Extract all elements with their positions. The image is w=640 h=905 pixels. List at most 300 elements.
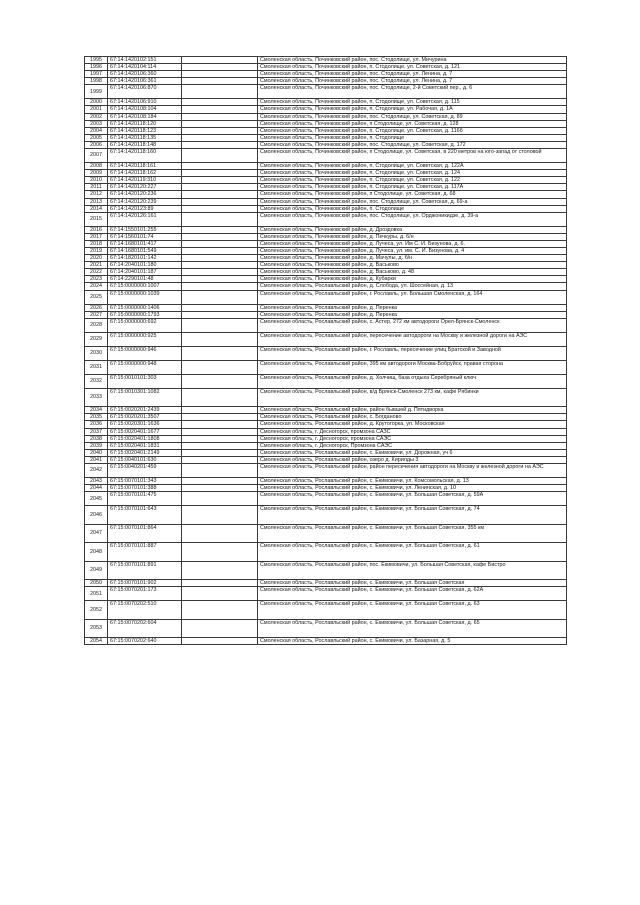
table-row xyxy=(85,191,567,198)
empty-cell xyxy=(182,311,258,318)
empty-cell xyxy=(182,262,258,269)
empty-cell xyxy=(182,435,258,442)
table-row xyxy=(85,388,567,407)
table-row xyxy=(85,638,567,645)
empty-cell xyxy=(182,113,258,120)
empty-cell xyxy=(182,346,258,360)
address-cell: Смоленская область, Рославльский район, озеро д. Кирилды 3 xyxy=(258,456,567,463)
table-row xyxy=(85,290,567,304)
address-cell: Смоленская область, Починковский район, д. Васьково, д. 48 xyxy=(258,269,567,276)
empty-cell xyxy=(182,456,258,463)
row-number: 2009 xyxy=(85,170,108,177)
empty-cell xyxy=(182,163,258,170)
row-number: 2024 xyxy=(85,283,108,290)
cadastral-number: 67:15:0010301:1082 xyxy=(108,388,182,407)
cadastral-number: 67:15:0070101:864 xyxy=(108,524,182,543)
cadastral-number: 67:14:1560101:74 xyxy=(108,233,182,240)
row-number: 2054 xyxy=(85,638,108,645)
address-cell: Смоленская область, Рославльский район, г. Рославль, ул. Большая Смоленская, д. 164 xyxy=(258,290,567,304)
cadastral-number: 67:14:1420108:184 xyxy=(108,113,182,120)
empty-cell xyxy=(182,485,258,492)
address-cell: Смоленская область, Починковский район, пос. Стодолище, 2-й Советский пер., д. 6 xyxy=(258,85,567,99)
empty-cell xyxy=(182,127,258,134)
address-cell: Смоленская область, Починковский район, д. Мачулы, д. б/н xyxy=(258,255,567,262)
address-cell: Смоленская область, Рославльский район, в/д Брянск-Смоленск 273 км, кафе Рябинки xyxy=(258,388,567,407)
cadastral-number: 67:14:1820101:142 xyxy=(108,255,182,262)
empty-cell xyxy=(182,71,258,78)
row-number: 2051 xyxy=(85,587,108,601)
row-number: 2002 xyxy=(85,113,108,120)
table-row xyxy=(85,587,567,601)
empty-cell xyxy=(182,587,258,601)
row-number: 2037 xyxy=(85,428,108,435)
cadastral-number: 67:14:1420120:236 xyxy=(108,191,182,198)
empty-cell xyxy=(182,184,258,191)
cadastral-number: 67:15:0040101:630 xyxy=(108,456,182,463)
address-cell: Смоленская область, Рославльский район, г. Рославль, пересечение улиц Братской и Заводной xyxy=(258,346,567,360)
row-number: 2032 xyxy=(85,374,108,388)
empty-cell xyxy=(182,561,258,580)
empty-cell xyxy=(182,78,258,85)
address-cell: Смоленская область, Рославльский район, с. Екимовичи, ул. Большая Советская, д. 65 xyxy=(258,619,567,638)
table-row xyxy=(85,524,567,543)
table-row xyxy=(85,346,567,360)
address-cell: Смоленская область, Рославльский район, д. Холчищ, база отдыха Серебряный ключ xyxy=(258,374,567,388)
empty-cell xyxy=(182,407,258,414)
cadastral-number: 67:15:0000000:925 xyxy=(108,332,182,346)
empty-cell xyxy=(182,290,258,304)
cadastral-number: 67:14:1420118:123 xyxy=(108,127,182,134)
empty-cell xyxy=(182,619,258,638)
row-number: 2018 xyxy=(85,240,108,247)
cadastral-number: 67:14:2290101:48 xyxy=(108,276,182,283)
address-cell: Смоленская область, Рославльский район, с. Екимовичи, ул. Большая Советская, д. 61 xyxy=(258,543,567,562)
table-row xyxy=(85,304,567,311)
cadastral-number: 67:15:0070101:343 xyxy=(108,477,182,484)
row-number: 2016 xyxy=(85,226,108,233)
table-row xyxy=(85,269,567,276)
empty-cell xyxy=(182,332,258,346)
cadastral-number: 67:14:1420108:104 xyxy=(108,106,182,113)
cadastral-number: 67:15:0000000:1793 xyxy=(108,311,182,318)
cadastral-number: 67:14:1420118:135 xyxy=(108,134,182,141)
address-cell: Смоленская область, Рославльский район, пос. Екимовичи, ул. Большая Советская, кафе Бистро xyxy=(258,561,567,580)
empty-cell xyxy=(182,524,258,543)
table-row xyxy=(85,421,567,428)
empty-cell xyxy=(182,247,258,254)
address-cell: Смоленская область, Починковский район, пос. Стодолище, ул. Советская, д. 172 xyxy=(258,141,567,148)
row-number: 2003 xyxy=(85,120,108,127)
cadastral-number: 67:14:1420118:160 xyxy=(108,149,182,163)
empty-cell xyxy=(182,149,258,163)
cadastral-number: 67:15:0020301:1636 xyxy=(108,421,182,428)
address-cell: Смоленская область, Рославльский район, с. Екимовичи, ул. Базарная, д. 5 xyxy=(258,638,567,645)
table-row xyxy=(85,477,567,484)
row-number: 2005 xyxy=(85,134,108,141)
row-number: 2010 xyxy=(85,177,108,184)
address-cell: Смоленская область, Починковский район, пос. Стодолище, ул. Ленина, д. 7 xyxy=(258,71,567,78)
row-number: 2036 xyxy=(85,421,108,428)
empty-cell xyxy=(182,492,258,506)
table-row xyxy=(85,463,567,477)
table-row xyxy=(85,318,567,332)
cadastral-number: 67:15:0070202:510 xyxy=(108,601,182,620)
address-cell: Смоленская область, Починковский район, п. Стодолище, ул. Советская, д. 121 xyxy=(258,64,567,71)
cadastral-number: 67:15:0070202:604 xyxy=(108,619,182,638)
table-row xyxy=(85,99,567,106)
address-cell: Смоленская область, Починковский район, п Стодолище, ул. Советская, д. 68 xyxy=(258,191,567,198)
row-number: 2014 xyxy=(85,205,108,212)
empty-cell xyxy=(182,276,258,283)
table-row xyxy=(85,113,567,120)
address-cell: Смоленская область, Рославльский район, д. Крутогорка, ул. Московская xyxy=(258,421,567,428)
cadastral-number: 67:14:1420123:89 xyxy=(108,205,182,212)
empty-cell xyxy=(182,374,258,388)
address-cell: Смоленская область, Рославльский район, с. Екимовичи, ул. Большая Советская, д. 63 xyxy=(258,601,567,620)
cadastral-number: 67:15:0070101:388 xyxy=(108,485,182,492)
address-cell: Смоленская область, Рославльский район, с. Екимовичи, ул. Большая Советская xyxy=(258,580,567,587)
table-row xyxy=(85,580,567,587)
empty-cell xyxy=(182,255,258,262)
table-row xyxy=(85,374,567,388)
address-cell: Смоленская область, Рославльский район, с. Екимовичи, ул. Большая Советская, 355 км xyxy=(258,524,567,543)
row-number: 2049 xyxy=(85,561,108,580)
address-cell: Смоленская область, Рославльский район, район пересечения автодороги на Москву и железной дороги на АЭС xyxy=(258,463,567,477)
address-cell: Смоленская область, Починковский район, п. Стодолище xyxy=(258,134,567,141)
address-cell: Смоленская область, Починковский район, пос. Стодолище, ул. Мичурина xyxy=(258,57,567,64)
row-number: 2038 xyxy=(85,435,108,442)
table-row xyxy=(85,170,567,177)
row-number: 2039 xyxy=(85,442,108,449)
row-number: 2041 xyxy=(85,456,108,463)
empty-cell xyxy=(182,85,258,99)
row-number: 2020 xyxy=(85,255,108,262)
table-row xyxy=(85,198,567,205)
cadastral-number: 67:14:1420120:227 xyxy=(108,184,182,191)
cadastral-number: 67:15:0070101:887 xyxy=(108,543,182,562)
row-number: 2019 xyxy=(85,247,108,254)
cadastral-number: 67:15:0020201:3507 xyxy=(108,414,182,421)
row-number: 2052 xyxy=(85,601,108,620)
cadastral-number: 67:14:1420120:239 xyxy=(108,198,182,205)
cadastral-number: 67:15:0020401:1677 xyxy=(108,428,182,435)
cadastral-number: 67:15:0000000:1007 xyxy=(108,283,182,290)
row-number: 2046 xyxy=(85,506,108,525)
empty-cell xyxy=(182,212,258,226)
table-row xyxy=(85,283,567,290)
table-row xyxy=(85,311,567,318)
row-number: 2013 xyxy=(85,198,108,205)
empty-cell xyxy=(182,226,258,233)
row-number: 2045 xyxy=(85,492,108,506)
empty-cell xyxy=(182,177,258,184)
table-row xyxy=(85,106,567,113)
table-row xyxy=(85,78,567,85)
table-row xyxy=(85,120,567,127)
cadastral-number: 67:14:2040101:180 xyxy=(108,262,182,269)
row-number: 2011 xyxy=(85,184,108,191)
row-number: 2042 xyxy=(85,463,108,477)
empty-cell xyxy=(182,580,258,587)
table-row xyxy=(85,456,567,463)
table-row xyxy=(85,492,567,506)
empty-cell xyxy=(182,638,258,645)
cadastral-number: 67:15:0020401:1831 xyxy=(108,442,182,449)
address-cell: Смоленская область, Починковский район, п. Стодолище, ул. Советская, д. 115 xyxy=(258,99,567,106)
address-cell: Смоленская область, Починковский район, п Стодолище, ул. Советская, в 220 метров на юго-запад от столовой xyxy=(258,149,567,163)
cadastral-number: 67:15:0000000:1406 xyxy=(108,304,182,311)
table-row xyxy=(85,435,567,442)
row-number: 2004 xyxy=(85,127,108,134)
address-cell: Смоленская область, Починковский район, п. Стодолище, ул. Советская, д. 122 xyxy=(258,177,567,184)
row-number: 1997 xyxy=(85,71,108,78)
empty-cell xyxy=(182,134,258,141)
empty-cell xyxy=(182,304,258,311)
cadastral-number: 67:15:0020401:2149 xyxy=(108,449,182,456)
address-cell: Смоленская область, Починковский район, д. Печкуры, д. 6/н xyxy=(258,233,567,240)
empty-cell xyxy=(182,388,258,407)
table-row xyxy=(85,184,567,191)
table-row xyxy=(85,442,567,449)
empty-cell xyxy=(182,141,258,148)
cadastral-number: 67:15:0070101:643 xyxy=(108,506,182,525)
empty-cell xyxy=(182,269,258,276)
table-row xyxy=(85,428,567,435)
row-number: 2053 xyxy=(85,619,108,638)
table-row xyxy=(85,247,567,254)
row-number: 2035 xyxy=(85,414,108,421)
address-cell: Смоленская область, Починковский район, пос. Стодолище, ул. Ленина, д. 7 xyxy=(258,78,567,85)
empty-cell xyxy=(182,57,258,64)
table-row xyxy=(85,449,567,456)
row-number: 2007 xyxy=(85,149,108,163)
table-row xyxy=(85,240,567,247)
empty-cell xyxy=(182,191,258,198)
row-number: 2022 xyxy=(85,269,108,276)
row-number: 2048 xyxy=(85,543,108,562)
cadastral-number: 67:14:1420106:361 xyxy=(108,78,182,85)
address-cell: Смоленская область, Починковский район, д. Лучеса, ул. Им С. И. Бизунова, д. 6. xyxy=(258,240,567,247)
table-row xyxy=(85,619,567,638)
table-row xyxy=(85,276,567,283)
address-cell: Смоленская область, Рославльский район, пересечение автодороги на Москву и железной дороги на АЭС xyxy=(258,332,567,346)
address-cell: Смоленская область, Рославльский район, район бывшей д. Пятидворка xyxy=(258,407,567,414)
table-body xyxy=(85,57,567,645)
cadastral-number: 67:14:1420106:870 xyxy=(108,85,182,99)
cadastral-number: 67:14:1680101:417 xyxy=(108,240,182,247)
cadastral-number: 67:15:0000000:692 xyxy=(108,318,182,332)
address-cell: Смоленская область, Починковский район, п. Стодолище, ул. Рабочая, д. 1А xyxy=(258,106,567,113)
cadastral-number: 67:14:1420119:310 xyxy=(108,177,182,184)
row-number: 2033 xyxy=(85,388,108,407)
empty-cell xyxy=(182,240,258,247)
cadastral-number: 67:14:1420118:162 xyxy=(108,170,182,177)
empty-cell xyxy=(182,506,258,525)
cadastral-number: 67:15:0020201:2439 xyxy=(108,407,182,414)
table-row xyxy=(85,177,567,184)
table-row xyxy=(85,407,567,414)
empty-cell xyxy=(182,463,258,477)
row-number: 2028 xyxy=(85,318,108,332)
cadastral-number: 67:15:0070201:173 xyxy=(108,587,182,601)
cadastral-number: 67:14:1420126:161 xyxy=(108,212,182,226)
address-cell: Смоленская область, Починковский район, пос. Стодолище, ул. Советская, д. 69-а xyxy=(258,198,567,205)
row-number: 2025 xyxy=(85,290,108,304)
row-number: 1995 xyxy=(85,57,108,64)
cadastral-number: 67:15:0070101:891 xyxy=(108,561,182,580)
row-number: 1998 xyxy=(85,78,108,85)
row-number: 2029 xyxy=(85,332,108,346)
cadastral-number: 67:15:0000000:948 xyxy=(108,360,182,374)
row-number: 2001 xyxy=(85,106,108,113)
address-cell: Смоленская область, Починковский район, пос. Стодолище, ул. Орджоникидзе, д. 39-а xyxy=(258,212,567,226)
row-number: 2050 xyxy=(85,580,108,587)
address-cell: Смоленская область, Рославльский район, 395 км автодороги Москва-Бобруйск, правая сторона xyxy=(258,360,567,374)
empty-cell xyxy=(182,360,258,374)
table-row xyxy=(85,506,567,525)
cadastral-number: 67:15:0020401:1808 xyxy=(108,435,182,442)
cadastral-number: 67:15:0000000:1039 xyxy=(108,290,182,304)
address-cell: Смоленская область, Починковский район, д. Кубарки xyxy=(258,276,567,283)
address-cell: Смоленская область, Починковский район, п. Стодолище xyxy=(258,205,567,212)
empty-cell xyxy=(182,543,258,562)
cadastral-number: 67:14:1420118:161 xyxy=(108,163,182,170)
table-row xyxy=(85,71,567,78)
table-row xyxy=(85,262,567,269)
empty-cell xyxy=(182,421,258,428)
address-cell: Смоленская область, Починковский район, д. Дроздовка xyxy=(258,226,567,233)
address-cell: Смоленская область, Починковский район, д. Васьково xyxy=(258,262,567,269)
cadastral-number: 67:14:1680101:549 xyxy=(108,247,182,254)
row-number: 2008 xyxy=(85,163,108,170)
cadastral-number: 67:15:0040201:459 xyxy=(108,463,182,477)
row-number: 2000 xyxy=(85,99,108,106)
table-row xyxy=(85,543,567,562)
address-cell: Смоленская область, Починковский район, п. Стодолище, ул. Советская, д. 117А xyxy=(258,184,567,191)
cadastral-number: 67:15:0000000:946 xyxy=(108,346,182,360)
row-number: 2015 xyxy=(85,212,108,226)
empty-cell xyxy=(182,198,258,205)
table-row xyxy=(85,205,567,212)
address-cell: Смоленская область, Рославльский район, д. Слобода, ул. Шоссейная, д. 13 xyxy=(258,283,567,290)
empty-cell xyxy=(182,64,258,71)
document-page xyxy=(84,56,566,645)
empty-cell xyxy=(182,477,258,484)
row-number: 2034 xyxy=(85,407,108,414)
table-row xyxy=(85,212,567,226)
cadastral-table xyxy=(84,56,567,645)
cadastral-number: 67:14:1420102:151 xyxy=(108,57,182,64)
cadastral-number: 67:15:0010101:303 xyxy=(108,374,182,388)
empty-cell xyxy=(182,233,258,240)
cadastral-number: 67:14:1420106:910 xyxy=(108,99,182,106)
address-cell: Смоленская область, Рославльский район, с. Екимовичи, ул. Большая Советская, д. 62А xyxy=(258,587,567,601)
cadastral-number: 67:15:0070101:475 xyxy=(108,492,182,506)
table-row xyxy=(85,233,567,240)
address-cell: Смоленская область, г. Десногорск, промзона САЗС xyxy=(258,428,567,435)
address-cell: Смоленская область, Рославльский район, д. Перенка xyxy=(258,311,567,318)
address-cell: Смоленская область, Рославльский район, с. Екимовичи, ул. Комсомольская, д. 13 xyxy=(258,477,567,484)
address-cell: Смоленская область, Починковский район, п. Стодолище, ул. Советская, д. 122А xyxy=(258,163,567,170)
empty-cell xyxy=(182,428,258,435)
cadastral-number: 67:14:1420104:114 xyxy=(108,64,182,71)
empty-cell xyxy=(182,106,258,113)
row-number: 2021 xyxy=(85,262,108,269)
empty-cell xyxy=(182,449,258,456)
table-row xyxy=(85,163,567,170)
address-cell: Смоленская область, Рославльский район, с. Астер, 272 км автодороги Орел-Брянск-Смоленск xyxy=(258,318,567,332)
address-cell: Смоленская область, Починковский район, пос. Стодолище, ул. Советская, д. 89 xyxy=(258,113,567,120)
address-cell: Смоленская область, Починковский район, п. Стодолище, ул. Советская, д. 116б xyxy=(258,127,567,134)
empty-cell xyxy=(182,442,258,449)
table-row xyxy=(85,149,567,163)
empty-cell xyxy=(182,170,258,177)
row-number: 1999 xyxy=(85,85,108,99)
table-row xyxy=(85,485,567,492)
row-number: 1996 xyxy=(85,64,108,71)
table-row xyxy=(85,226,567,233)
address-cell: Смоленская область, Рославльский район, с. Екимовичи, ул. Ленинская, д. 10 xyxy=(258,485,567,492)
address-cell: Смоленская область, Рославльский район, с. Екимовичи, ул. Дорожная, уч 6 xyxy=(258,449,567,456)
table-row xyxy=(85,134,567,141)
address-cell: Смоленская область, Рославльский район, с. Богданово xyxy=(258,414,567,421)
table-row xyxy=(85,255,567,262)
empty-cell xyxy=(182,601,258,620)
cadastral-number: 67:14:1420118:120 xyxy=(108,120,182,127)
row-number: 2031 xyxy=(85,360,108,374)
cadastral-number: 67:14:1550101:255 xyxy=(108,226,182,233)
table-row xyxy=(85,85,567,99)
table-row xyxy=(85,57,567,64)
row-number: 2047 xyxy=(85,524,108,543)
table-row xyxy=(85,64,567,71)
empty-cell xyxy=(182,283,258,290)
table-row xyxy=(85,561,567,580)
row-number: 2043 xyxy=(85,477,108,484)
table-row xyxy=(85,332,567,346)
empty-cell xyxy=(182,414,258,421)
address-cell: Смоленская область, Починковский район, п Стодолище, ул. Советская, д. 128 xyxy=(258,120,567,127)
cadastral-number: 67:14:1420106:360 xyxy=(108,71,182,78)
table-row xyxy=(85,414,567,421)
row-number: 2030 xyxy=(85,346,108,360)
address-cell: Смоленская область, Починковский район, п. Стодолище, ул. Советская, д. 124 xyxy=(258,170,567,177)
address-cell: Смоленская область, Рославльский район, д. Перенка xyxy=(258,304,567,311)
address-cell: Смоленская область, г. Десногорск, Промзона САЭС xyxy=(258,442,567,449)
cadastral-number: 67:14:2040101:187 xyxy=(108,269,182,276)
row-number: 2023 xyxy=(85,276,108,283)
cadastral-number: 67:15:0070202:640 xyxy=(108,638,182,645)
empty-cell xyxy=(182,120,258,127)
cadastral-number: 67:14:1420118:148 xyxy=(108,141,182,148)
table-row xyxy=(85,141,567,148)
address-cell: Смоленская область, Рославльский район, с. Екимовичи, ул. Большая Советская, д. 74 xyxy=(258,506,567,525)
table-row xyxy=(85,127,567,134)
row-number: 2012 xyxy=(85,191,108,198)
row-number: 2017 xyxy=(85,233,108,240)
table-row xyxy=(85,360,567,374)
empty-cell xyxy=(182,318,258,332)
address-cell: Смоленская область, Починковский район, д. Лучеса, ул. им. С. И. Бизунова, д. 4 xyxy=(258,247,567,254)
cadastral-number: 67:15:0070101:902 xyxy=(108,580,182,587)
row-number: 2006 xyxy=(85,141,108,148)
address-cell: Смоленская область, г. Десногорск, промзона САЭС xyxy=(258,435,567,442)
row-number: 2026 xyxy=(85,304,108,311)
address-cell: Смоленская область, Рославльский район, с. Екимовичи, ул. Большая Советская, д. 59А xyxy=(258,492,567,506)
table-row xyxy=(85,601,567,620)
row-number: 2044 xyxy=(85,485,108,492)
row-number: 2040 xyxy=(85,449,108,456)
